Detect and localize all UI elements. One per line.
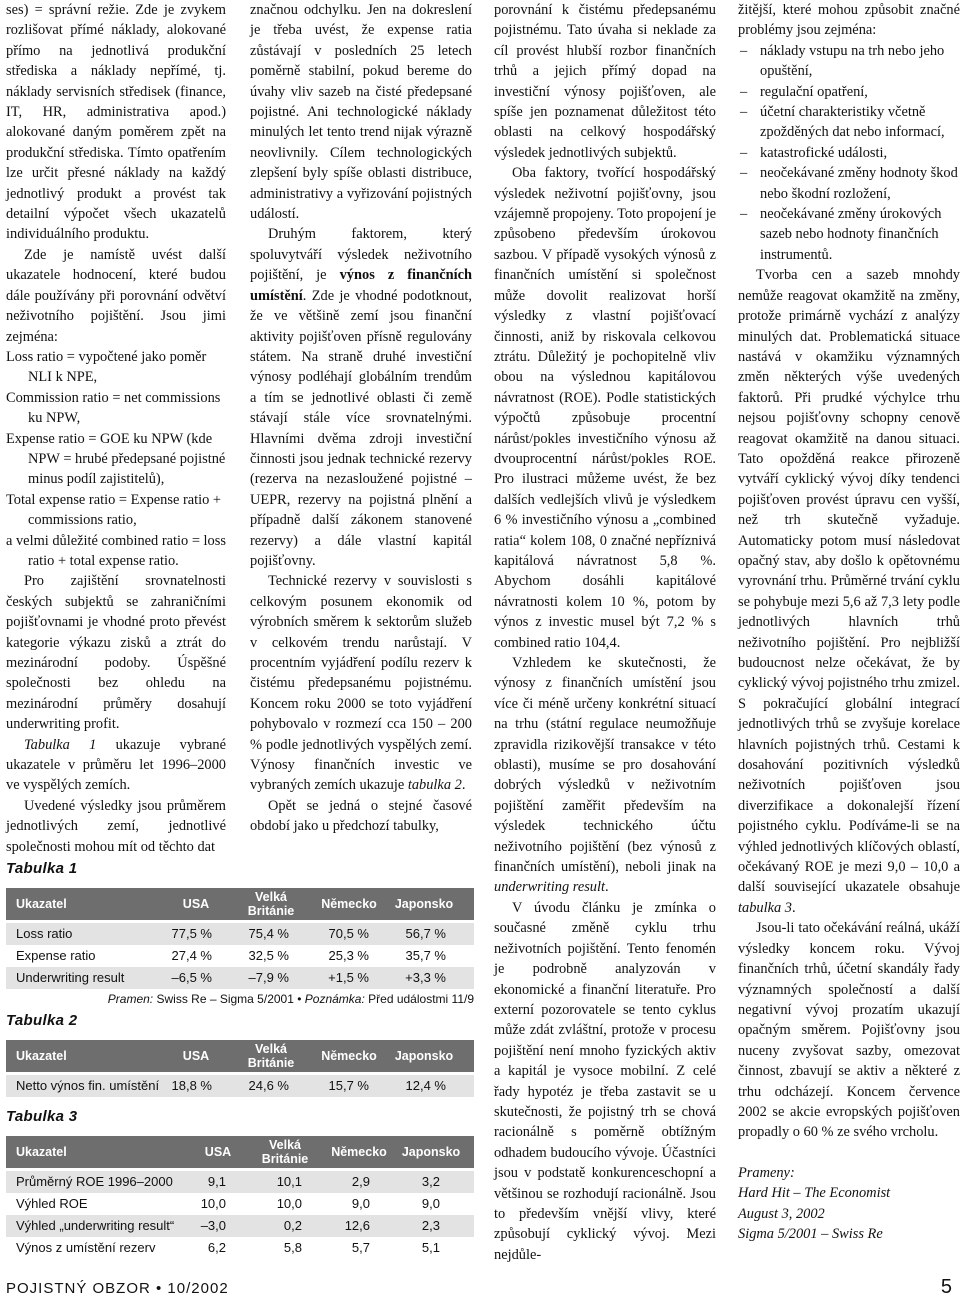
table-cell: 32,5 % (248, 948, 289, 963)
table-cell: 27,4 % (171, 948, 212, 963)
column-header: Německo (321, 1049, 377, 1063)
table-cell: 15,7 % (328, 1078, 369, 1093)
table-cell: 56,7 % (405, 926, 446, 941)
paragraph-text: Vzhledem ke skutečnosti, že výnosy z finančních umístění jsou více či méně určeny konkrétní situací na trhu (státní regulace neumožňuje zpravidla rizikovější transakce v této oblasti), musíme se pro dosahování dobrých výsledků v neživotním pojištění zaměřit především na výsledek technického účtu neživotního pojištění (bez výnosů z finančních umístění), neboli jinak na (494, 655, 716, 876)
column-header: Velká Británie (247, 1042, 295, 1070)
table-cell: 35,7 % (405, 948, 446, 963)
table-row (6, 1171, 474, 1193)
table-cell: 12,6 (344, 1218, 370, 1233)
note-text: Swiss Re – Sigma 5/2001 (156, 992, 294, 1006)
note-text: Před událostmi 11/9 (368, 992, 474, 1006)
paragraph (250, 224, 472, 571)
table-2-header (6, 1040, 474, 1072)
table-cell: Výhled „underwriting result“ (16, 1218, 175, 1233)
source-item: Hard Hit – The Economist (738, 1185, 891, 1202)
table-cell: +3,3 % (405, 970, 446, 985)
paragraph-text: . (461, 777, 466, 794)
paragraph: značnou odchylku. Jen na dokreslení je třeba uvést, že expense ratia zůstávají v posledních 25 letech poměrně stabilní, pokud bereme do úvahy vliv sazeb na čisté předepsané pojistné. Ani technologické náklady minulých let tento trend nijak výrazně neovlivnily. Cílem technologických zlepšení byly spíše oblasti distribuce, administrativy a vyřizování pojistných událostí. (250, 2, 472, 223)
table-cell: 10,1 (276, 1174, 302, 1189)
list-item-text: katastrofické události, (760, 144, 888, 161)
paragraph-text: . (791, 899, 796, 916)
list-item (738, 143, 960, 163)
table-cell: 75,4 % (248, 926, 289, 941)
paragraph (250, 571, 472, 795)
paragraph (738, 265, 960, 918)
journal-footer: POJISTNÝ OBZOR • 10/2002 (6, 1280, 229, 1297)
column-header: Ukazatel (16, 1145, 67, 1159)
list-dash: – (740, 83, 748, 100)
column-header: Německo (321, 897, 377, 911)
table-cell: –7,9 % (248, 970, 289, 985)
table-cell: 77,5 % (171, 926, 212, 941)
ratio-definition: a velmi důležité combined ratio = loss ratio + total expense ratio. (6, 532, 226, 569)
list-item-text: regulační opatření, (760, 83, 868, 100)
sources (738, 1163, 960, 1245)
page-number: 5 (940, 1276, 952, 1298)
table-cell: 9,0 (421, 1196, 440, 1211)
list-dash: – (740, 42, 748, 59)
column-header: Velká Británie (247, 890, 295, 918)
table-cell: 24,6 % (248, 1078, 289, 1093)
ratio-definition: Total expense ratio = Expense ratio + commissions ratio, (6, 491, 222, 529)
column-header: Japonsko (394, 1049, 454, 1063)
table-cell: 70,5 % (328, 926, 369, 941)
text-column-4 (738, 0, 960, 1244)
problem-list (738, 41, 960, 265)
paragraph-text: Druhým faktorem, který spoluvytváří výsledek neživotního pojištění, je (250, 226, 472, 284)
paragraph: V úvodu článku je zmínka o současné změně cyklu trhu neživotních pojištění. Tento fenomén je podrobně analyzován v ekonomické a finanční literatuře. Pro externí pozorovatele se tento cyklus může zdát zvláštní, protože v procesu pojištění není mnoho fyzických aktiv a kapitál je vysoce mobilní. Z celé řady hypotéz je třeba zastavit se u skutečnosti, že pojistný trh se chová racionálně s poměrně obtížným odhadem budoucího vývoje. Účastníci jsou v podstatě konkurenceschopní a většinou se rozhodují racionálně. Jsou to především vnější vlivy, které způsobují cyklický vývoj. Mezi nejdůle- (494, 899, 716, 1263)
paragraph (494, 653, 716, 898)
table-row (6, 1075, 474, 1097)
list-dash: – (740, 206, 748, 223)
table-reference: tabulka 2 (407, 777, 462, 794)
list-item-text: neočekávané změny hodnoty škod nebo škodní rozložení, (760, 165, 958, 202)
table-cell: –6,5 % (171, 970, 212, 985)
table-cell: +1,5 % (328, 970, 369, 985)
paragraph-text: ukazuje vybrané ukazatele v průměru let 1996–2000 ve vyspělých zemích. (6, 736, 226, 794)
emphasis-text: výnos z finančních umístění (250, 267, 472, 304)
paragraph-text: . Zde je vhodné podotknout, že ve většině zemí jsou finanční aktivity pojišťoven přísně regulovány státem. Na straně druhé investiční výnosy podléhají globálním trendům a tím se jednotlivé oblasti či země stávají stále více srovnatelnými. Hlavními dvěma zdroji investiční činnosti jsou jednak technické rezervy (rezerva na nezasloužené pojistné – UEPR, rezervy na pojistná plnění a případně další zákonem stanovené rezervy) a dále vlastní kapitál pojišťovny. (250, 287, 472, 569)
table-cell: 5,8 (283, 1240, 302, 1255)
list-dash: – (740, 165, 748, 182)
note-bullet: • (297, 992, 302, 1006)
table-cell: Underwriting result (16, 970, 125, 985)
sources-heading: Prameny: (738, 1164, 795, 1181)
ratio-definition: Commission ratio = net commissions ku NPW, (6, 389, 221, 427)
ratio-definition: Loss ratio = vypočtené jako poměr NLI k NPE, (6, 348, 207, 386)
list-item (738, 82, 960, 102)
column-header: USA (204, 1145, 232, 1159)
paragraph: Oba faktory, tvořící hospodářský výsledek neživotní pojišťovny, jsou vzájemně propojeny. Toto propojení je způsobeno především úrokovou sazbou. V případě vysokých výnosů z finančních umístění si společnost může dovolit realizovat horší výsledky z vlastní pojišťovací činnosti, aniž by riskovala celkovou ztrátu. Důležitý je pochopitelně vliv obou na výslednou kapitálovou návratnost (ROE). Podle statistických výpočtů způsobuje procentní nárůst/pokles investičního výnosu až dvouprocentní nárůst/pokles ROE. Pro ilustraci můžeme uvést, že bez dalších vedlejších vlivů je výsledkem 6 % investičního výnosu a „combined ratia“ kolem 108, 0 značné nepříznivá kapitálová návratnost 5,8 %. Abychom dosáhli kapitálové návratnosti kolem 10 %, potom by výnos z investic musel být 7,2 % s combined ratio 104,4. (494, 165, 716, 651)
table-reference: tabulka 3 (738, 899, 792, 916)
table-cell: 5,1 (421, 1240, 440, 1255)
list-item-text: neočekávané změny úrokových sazeb nebo hodnoty finančních instrumentů. (760, 206, 942, 263)
table-reference: Tabulka 1 (24, 736, 97, 753)
paragraph-text: . (605, 879, 609, 896)
column-header: Německo (331, 1145, 387, 1159)
table-cell: Netto výnos fin. umístění (16, 1078, 160, 1093)
emphasis-text: underwriting result (494, 879, 606, 896)
table-cell: 12,4 % (405, 1078, 446, 1093)
table-cell: 10,0 (200, 1196, 226, 1211)
column-header: USA (182, 897, 210, 911)
paragraph: ses) = správní režie. Zde je zvykem rozlišovat přímé náklady, alokované přímo na jednotlivá produkční střediska a náklady nepřímé, tj. náklady servisních středisek (finance, IT, HR, administrativa apod.) alokované daným poměrem zpět na produkční střediska. Tímto opatřením lze určit přesné náklady na každý jednotlivý produkt a provést tak detailní výpočet všech ukazatelů individuálního produktu. (6, 2, 226, 243)
list-item (738, 163, 960, 204)
table-cell: Výhled ROE (16, 1196, 88, 1211)
list-dash: – (740, 104, 748, 121)
paragraph: Zde je namístě uvést další ukazatele hodnocení, které budou dále používány při porovnání odvětví neživotního pojištění. Jsou jimi zejména: (6, 246, 226, 345)
table-row (6, 945, 474, 967)
table-cell: –3,0 (200, 1218, 226, 1233)
table-row (6, 923, 474, 945)
list-item (738, 204, 960, 265)
paragraph: porovnání k čistému předepsanému pojistnému. Tato úvaha si neklade za cíl provést hlubší rozbor finančních trhů a jejich přímý dopad na investiční výnosy pojišťoven, ale spíše jen poznamenat důležitost této oblasti na celkový hospodářský výsledek jednotlivých subjektů. (494, 2, 716, 161)
table-row (6, 1237, 474, 1259)
list-dash: – (740, 144, 748, 161)
table-cell: Expense ratio (16, 948, 96, 963)
column-header: Ukazatel (16, 1049, 67, 1063)
table-cell: 2,3 (421, 1218, 440, 1233)
list-item (738, 41, 960, 82)
table-1-note (6, 992, 474, 1006)
paragraph: žitější, které mohou způsobit značné problémy jsou zejména: (738, 2, 960, 39)
table-cell: Průměrný ROE 1996–2000 (16, 1174, 173, 1189)
table-cell: 3,2 (421, 1174, 440, 1189)
table-cell: 18,8 % (171, 1078, 212, 1093)
table-cell: 5,7 (351, 1240, 370, 1255)
column-header: Ukazatel (16, 897, 67, 911)
paragraph: Opět se jedná o stejné časové období jako u předchozí tabulky, (250, 797, 472, 835)
list-item-text: účetní charakteristiky včetně zpožděných dat nebo informací, (760, 104, 945, 141)
table-cell: 10,0 (276, 1196, 302, 1211)
text-column-1 (6, 0, 226, 857)
table-2-title: Tabulka 2 (6, 1012, 78, 1029)
paragraph-text: Tvorba cen a sazeb mnohdy nemůže reagovat okamžitě na změny, protože primárně vychází z analýzy minulých dat. Problematická situace nastává v okamžiku významných změn některých výše uvedených faktorů. Při prudké výchylce trhu nejsou pojišťovny schopny cenově reagovat okamžitě na danou situaci. Tato opožděná reakce přirozeně vytváří cyklický vývoj díky tendenci pojišťoven provést úpravu cen vyšší, než trh skutečně vyžaduje. Automaticky potom musí následovat opačný stav, aby došlo k opětovnému vyrovnání trhu. Průměrné trvání cyklu se pohybuje mezi 5,6 až 7,3 lety podle jednotlivých hlavních trhů neživotního pojištění. Pro nejbližší budoucnost nelze očekávat, že by cyklický vývoj pojistného trhu zmizel. S pokračující globální integrací jednotlivých trhů se zvyšuje korelace hlavních pojistných trhů. Cestami k dosahování pozitivních výsledků neživotních pojišťoven jsou diverzifikace a dokonalejší řízení pojistného cyklu. Podíváme-li se na výhled jednotlivých klíčových oblastí, očekávaný ROE je mezi 9,0 – 10,0 a další související ukazatele obsahuje (738, 267, 960, 896)
table-cell: Loss ratio (16, 926, 73, 941)
column-header: Velká Británie (261, 1138, 309, 1166)
list-item (738, 102, 960, 143)
table-cell: Výnos z umístění rezerv (16, 1240, 156, 1255)
note-label: Poznámka: (304, 992, 365, 1006)
source-item: Sigma 5/2001 – Swiss Re (738, 1225, 883, 1242)
note-label: Pramen: (107, 992, 154, 1006)
paragraph: Jsou-li tato očekávání reálná, ukáží výsledky koncem roku. Vývoj finančních trhů, účetní skandály řady významných společností a další negativní vývoj prozatím ukazují opačným směrem. Pojišťovny jsou nuceny zvyšovat sazby, omezovat činnost, zbavují se aktiv a některé z trhu odcházejí. Koncem července 2002 se akcie evropských pojišťoven propadly o 60 % ze svého vrcholu. (738, 920, 960, 1141)
paragraph-text: Technické rezervy v souvislosti s celkovým posunem ekonomik od výrobních směrem k sektorům služeb v celkovém trendu narůstají. V procentním vyjádření podílu rezerv k čistému předepsanému pojistnému. Koncem roku 2000 se toto vyjádření pohybovalo v rozmezí cca 150 – 200 % podle jednotlivých vyspělých zemí. Výnosy finančních investic ve vybraných zemích ukazuje (250, 573, 472, 794)
paragraph: Uvedené výsledky jsou průměrem jednotlivých zemí, jednotlivé společnosti mohou mít od těchto dat (6, 797, 226, 855)
table-cell: 25,3 % (328, 948, 369, 963)
ratio-definition: Expense ratio = GOE ku NPW (kde NPW = hrubé předepsané pojistné minus podíl zajistitelů), (6, 430, 226, 488)
paragraph (6, 735, 226, 796)
source-item: August 3, 2002 (738, 1205, 825, 1222)
paragraph: Pro zajištění srovnatelnosti českých subjektů se zahraničními pojišťovnami je vhodné proto převést kategorie výkazu zisků a ztrát do mezinárodní podoby. Úspěšné společnosti bez ohledu na mezinárodní průměry dosahují underwriting profit. (6, 573, 226, 733)
table-1-header (6, 888, 474, 920)
table-row (6, 1215, 474, 1237)
text-column-3 (494, 0, 716, 1265)
table-cell: 6,2 (207, 1240, 226, 1255)
table-cell: 2,9 (351, 1174, 370, 1189)
table-3-header (6, 1136, 474, 1168)
table-cell: 9,1 (207, 1174, 226, 1189)
column-header: Japonsko (401, 1145, 461, 1159)
text-column-2 (250, 0, 472, 837)
table-cell: 9,0 (351, 1196, 370, 1211)
table-row (6, 1193, 474, 1215)
table-cell: 0,2 (283, 1218, 302, 1233)
column-header: USA (182, 1049, 210, 1063)
table-1-title: Tabulka 1 (6, 860, 78, 877)
table-3-title: Tabulka 3 (6, 1108, 78, 1125)
table-row (6, 967, 474, 989)
list-item-text: náklady vstupu na trh nebo jeho opuštění, (760, 42, 945, 80)
column-header: Japonsko (394, 897, 454, 911)
